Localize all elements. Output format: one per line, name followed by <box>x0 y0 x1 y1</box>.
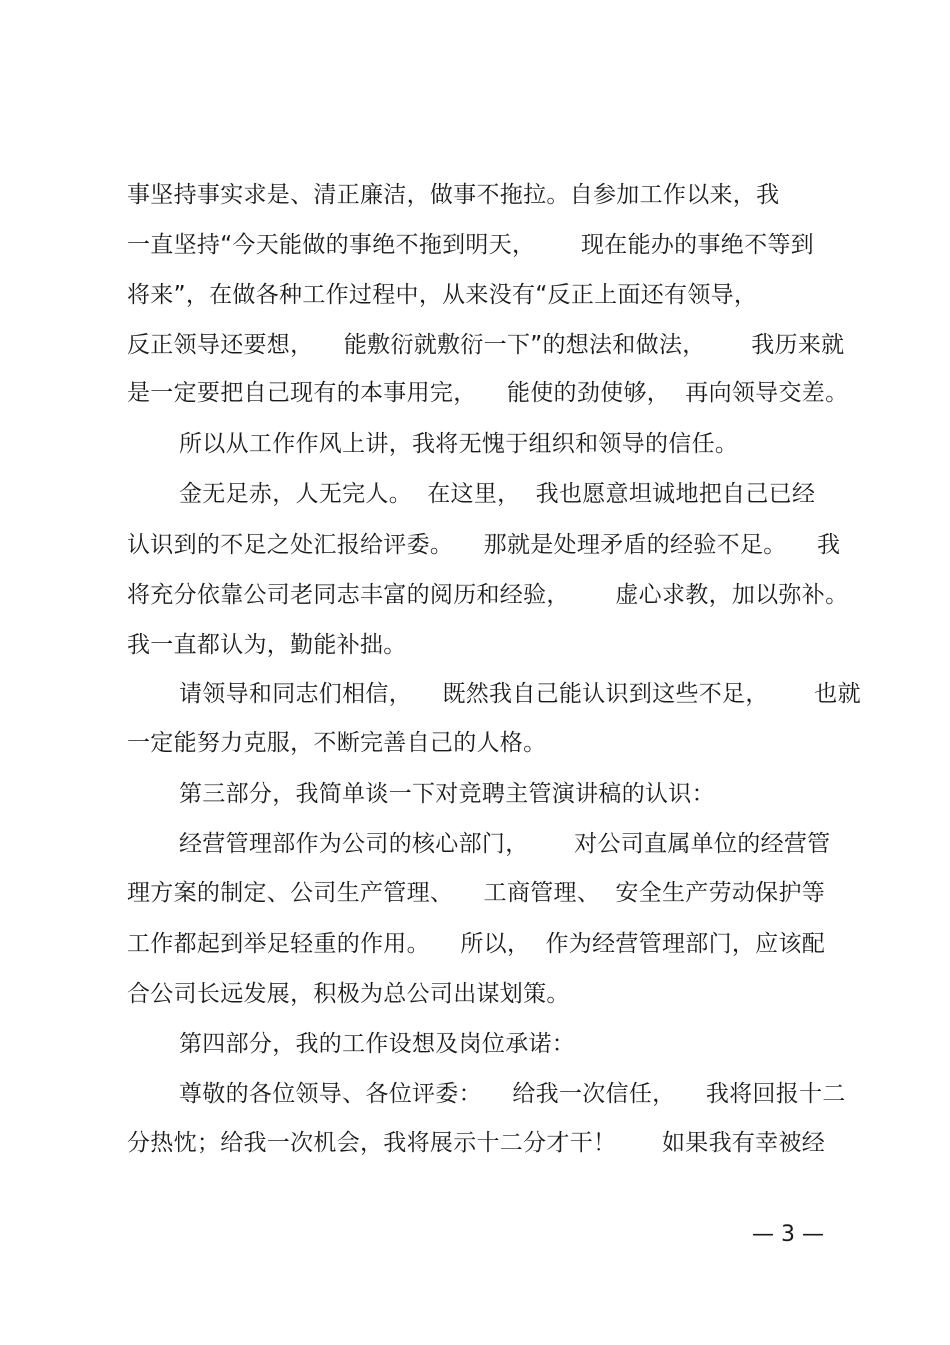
text-line: 将来”，在做各种工作过程中，从来没有“反正上面还有领导， <box>127 282 758 308</box>
text-line: 分热忱；给我一次机会，我将展示十二分才干！ 如果我有幸被经 <box>127 1130 826 1156</box>
text-line: 事坚持事实求是、清正廉洁，做事不拖拉。自参加工作以来，我 <box>127 182 780 208</box>
section-heading-line: 第三部分，我简单谈一下对竞聘主管演讲稿的认识： <box>179 781 715 807</box>
text-line: 一直坚持“今天能做的事绝不拖到明天， 现在能办的事绝不等到 <box>127 232 814 258</box>
paragraph-start-line: 所以从工作作风上讲，我将无愧于组织和领导的信任。 <box>179 431 739 457</box>
text-line: 将充分依靠公司老同志丰富的阅历和经验， 虚心求教，加以弥补。 <box>127 582 849 608</box>
text-line: 认识到的不足之处汇报给评委。 那就是处理矛盾的经验不足。 我 <box>127 532 841 558</box>
text-line: 我一直都认为，勤能补拙。 <box>127 632 407 658</box>
paragraph-start-line: 金无足赤，人无完人。 在这里， 我也愿意坦诚地把自己已经 <box>179 481 816 507</box>
text-line: 是一定要把自己现有的本事用完， 能使的劲使够， 再向领导交差。 <box>127 380 849 406</box>
page-number: — 3 — <box>752 1222 824 1247</box>
text-line: 一定能努力克服，不断完善自己的人格。 <box>127 730 547 756</box>
text-line: 工作都起到举足轻重的作用。 所以， 作为经营管理部门，应该配 <box>127 931 826 957</box>
text-line: 合公司长远发展，积极为总公司出谋划策。 <box>127 981 570 1007</box>
section-heading-line: 第四部分，我的工作设想及岗位承诺： <box>179 1031 576 1057</box>
text-line: 理方案的制定、公司生产管理、 工商管理、 安全生产劳动保护等 <box>127 880 826 906</box>
text-line: 反正领导还要想， 能敷衍就敷衍一下”的想法和做法， 我历来就 <box>127 332 845 358</box>
paragraph-start-line: 经营管理部作为公司的核心部门， 对公司直属单位的经营管 <box>179 831 831 857</box>
paragraph-start-line: 请领导和同志们相信， 既然我自己能认识到这些不足， 也就 <box>179 681 861 707</box>
paragraph-start-line: 尊敬的各位领导、各位评委： 给我一次信任， 我将回报十二 <box>179 1081 846 1107</box>
